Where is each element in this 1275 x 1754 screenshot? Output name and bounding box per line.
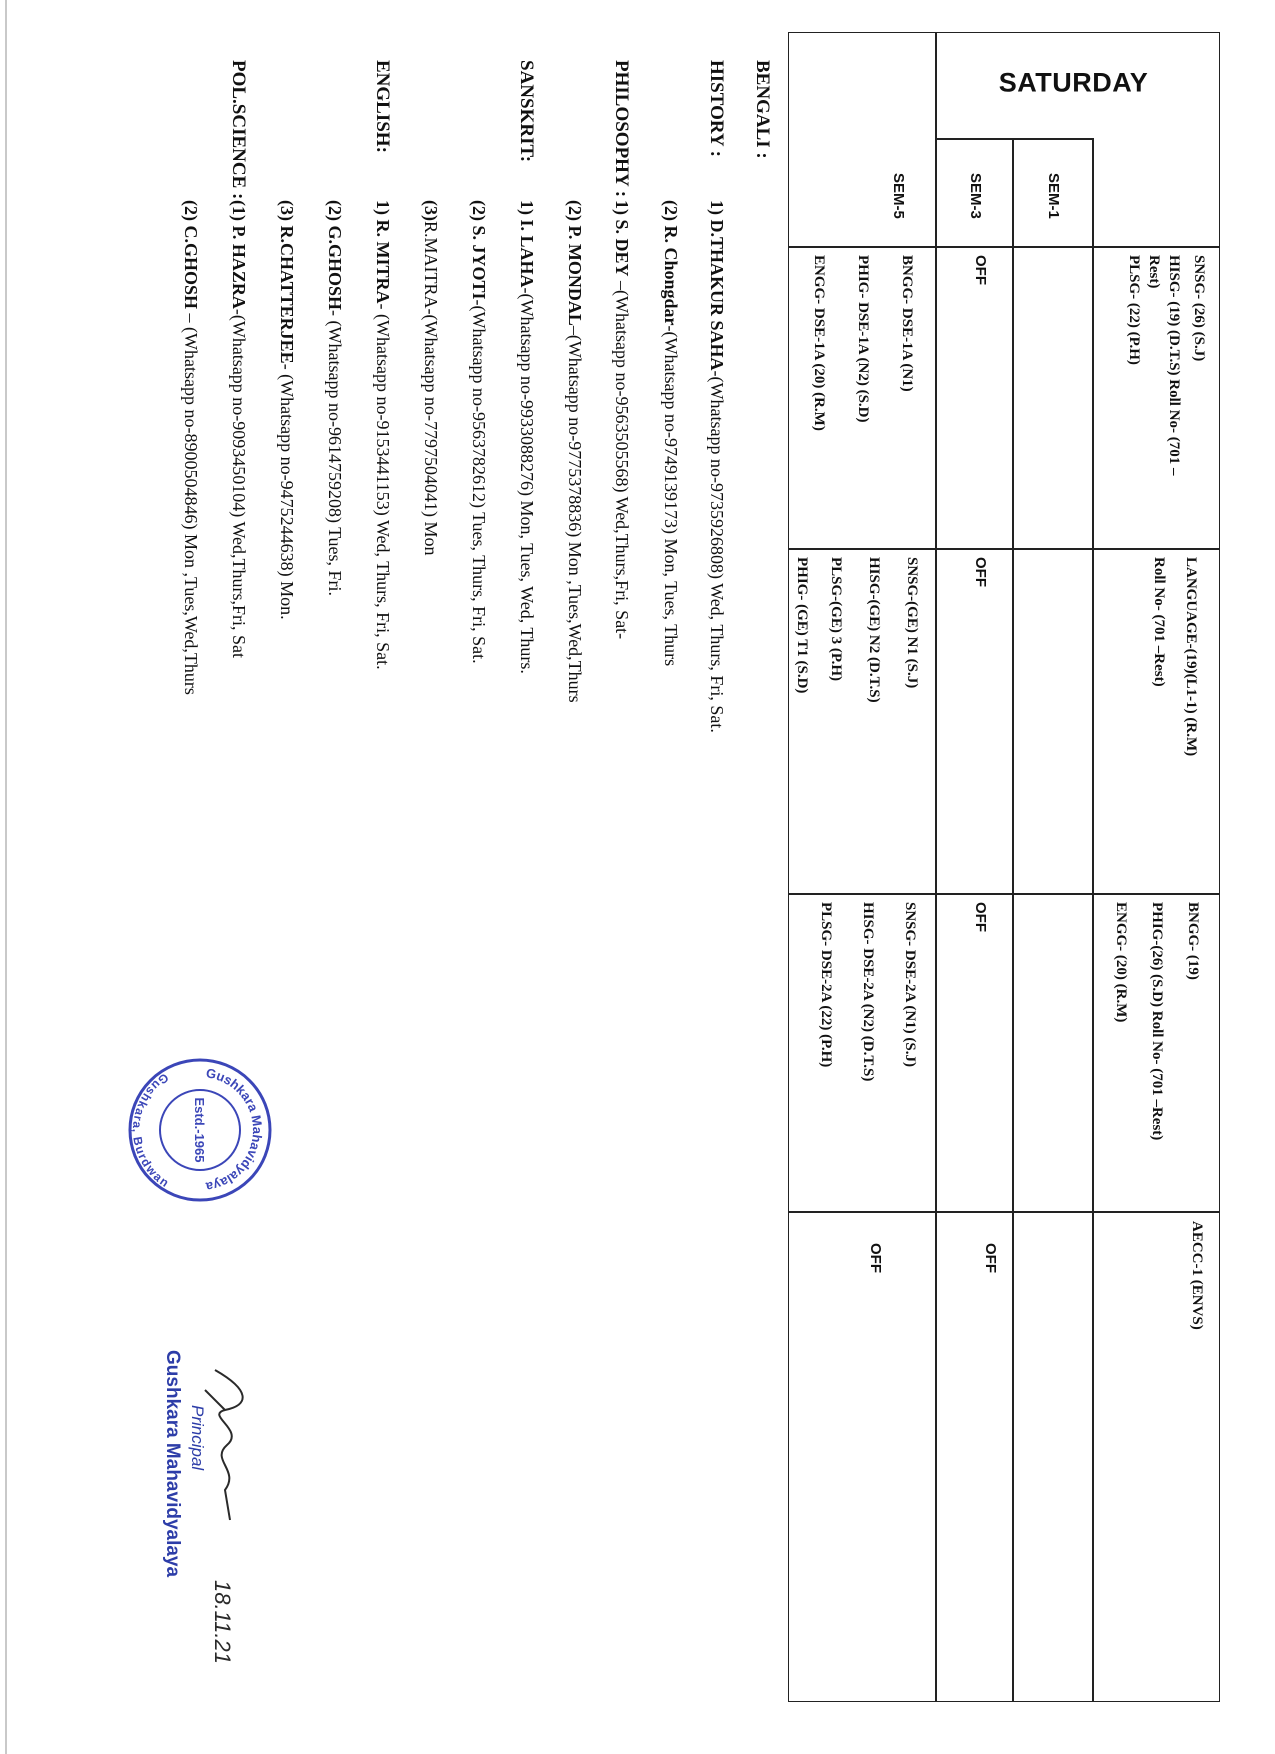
p1-sem5-line: PHIG- DSE-1A (N2) (S.D): [855, 255, 871, 423]
p1-sem5-line: BNGG- DSE-1A (N1): [899, 255, 915, 392]
faculty-detail: -(Whatsapp no-9563782612) Tues, Thurs, Fri, Sat.: [469, 299, 489, 664]
day-header-cell: [937, 33, 1219, 138]
institution-name: Gushkara Mahavidyalaya: [162, 1350, 183, 1578]
faculty-entry: [706, 200, 727, 733]
faculty-detail: R.MAITRA-(Whatsapp no-7797504041) Mon: [421, 221, 441, 556]
p1-sem3-off: OFF: [972, 255, 989, 285]
faculty-entry: [372, 200, 393, 670]
p3-sem5-line: SNSG- DSE-2A (N1) (S.J): [902, 902, 918, 1068]
faculty-name: (1) P. HAZRA: [229, 200, 249, 309]
p1-sem5-cell: [797, 255, 929, 545]
p3-sem1-line: BNGG- (19): [1185, 902, 1201, 980]
sem-1-label: SEM-1: [1045, 173, 1062, 219]
svg-text:18.11.21: 18.11.21: [210, 1580, 235, 1665]
faculty-name: 1) R. MITRA: [373, 200, 393, 304]
sem-5-label: SEM-5: [890, 173, 907, 219]
faculty-detail: -(Whatsapp no-9735926808) Wed, Thurs, Fri, Sat.: [707, 370, 727, 733]
faculty-name: 1) S. DEY: [612, 200, 632, 277]
college-stamp-seal: [125, 1055, 275, 1205]
p3-sem1-line: PHIG-(26) (S.D) Roll No- (701 –Rest): [1149, 902, 1165, 1141]
faculty-entry: [660, 200, 681, 666]
faculty-entry: [611, 200, 632, 639]
p3-sem1-line: ENGG- (20) (R.M): [1113, 902, 1129, 1023]
faculty-detail: - (Whatsapp no-9153441153) Wed, Thurs, Fri, Sat.: [373, 303, 393, 670]
p1-sem1-line: Rest): [1146, 255, 1162, 289]
faculty-entry: [468, 200, 489, 664]
faculty-name: 1) D.THAKUR SAHA: [707, 200, 727, 371]
sem-5-cell: [789, 33, 937, 246]
faculty-detail: -(Whatsapp no-9093450104) Wed,Thurs,Fri, Sat: [229, 308, 249, 659]
p2-sem1-line: Roll No- (701 –Rest): [1151, 557, 1167, 687]
svg-text:Gushkara, Burdwan: Gushkara, Burdwan: [129, 1070, 172, 1190]
p2-sem1-cell: [1147, 557, 1211, 887]
sem-3-cell: [937, 138, 1014, 246]
dept-history: HISTORY :: [706, 60, 727, 157]
p3-sem5-line: HISG- DSE-2A (N2) (D.T.S): [860, 902, 876, 1082]
p1-sem1-line: HISG- (19) (D.T.S) Roll No- (701 –: [1166, 255, 1182, 476]
p1-sem1-line: SNSG- (26) (S.J): [1191, 255, 1207, 362]
principal-title: Principal: [188, 1405, 207, 1471]
sem-1-cell: [1014, 138, 1094, 246]
faculty-detail: –(Whatsapp no-9563505568) Wed,Thurs,Fri, Sat-: [612, 276, 632, 640]
faculty-detail: -(Whatsapp no-9933088276) Mon, Tues, Wed, Thurs.: [517, 287, 537, 674]
dept-pol-science: POL.SCIENCE :: [228, 60, 249, 200]
principal-signature-block: [145, 1350, 255, 1680]
faculty-detail: – (Whatsapp no-8900504846) Mon ,Tues,Wed,Thurs: [181, 309, 201, 695]
day-label: SATURDAY: [998, 67, 1149, 98]
svg-text:Estd.-1965: Estd.-1965: [192, 1097, 207, 1163]
p2-sem3-off: OFF: [972, 557, 989, 587]
faculty-name: (2) P. MONDAL: [565, 200, 585, 326]
p4-sem3-off: OFF: [982, 1243, 999, 1273]
p1-sem1-line: PLSG- (22) (P.H): [1126, 255, 1142, 365]
p2-sem5-line: PHIG- (GE) T1 (S.D): [794, 557, 810, 694]
p2-sem5-line: HISG-(GE) N2 (D.T.S): [866, 557, 882, 703]
faculty-entry: [420, 200, 441, 555]
scan-edge-line: [5, 0, 7, 1754]
faculty-entry: [180, 200, 201, 695]
faculty-entry: [564, 200, 585, 703]
faculty-entry: [228, 200, 249, 658]
faculty-name: (2) R. Chongdar: [661, 200, 681, 326]
dept-philosophy: PHILOSOPHY :: [611, 60, 632, 198]
faculty-entry: [324, 200, 345, 596]
p3-sem5-line: PLSG- DSE-2A (22) (P.H): [818, 902, 834, 1068]
signature-scribble: [195, 1350, 255, 1680]
timetable: [788, 32, 1220, 1702]
dept-sanskrit: SANSKRIT:: [516, 60, 537, 163]
p2-sem1-line: LANGUAGE-(19)(L1-1) (R.M): [1183, 557, 1199, 757]
faculty-detail: -(Whatsapp no-9749139173) Mon, Tues, Thurs: [661, 325, 681, 667]
faculty-entry: [516, 200, 537, 674]
p4-sem1-cell: AECC-1 (ENVS): [1189, 1221, 1205, 1330]
faculty-name: (3) R.CHATTERJEE: [277, 200, 297, 364]
p2-sem5-line: SNSG-(GE) N1 (S.J): [904, 557, 920, 689]
faculty-name: (2) C.GHOSH: [181, 200, 201, 310]
faculty-detail: - (Whatsapp no-9614759208) Tues, Fri.: [325, 310, 345, 597]
svg-text:Gushkara Mahavidyalaya: Gushkara Mahavidyalaya: [204, 1065, 266, 1195]
faculty-name: (2) S. JYOTI: [469, 200, 489, 300]
sem-3-label: SEM-3: [967, 173, 984, 219]
p2-sem5-line: PLSG-(GE) 3 (P.H): [828, 557, 844, 682]
faculty-name: 1) I. LAHA: [517, 200, 537, 288]
dept-bengali: BENGALI :: [752, 60, 773, 159]
p1-sem1-cell: [1121, 255, 1211, 545]
p2-sem5-cell: [787, 557, 931, 887]
p3-sem3-off: OFF: [972, 902, 989, 932]
p1-sem5-line: ENGG- DSE-1A (20) (R.M): [811, 255, 827, 431]
faculty-detail: –(Whatsapp no-9775378836) Mon ,Tues,Wed,Thurs: [565, 325, 585, 703]
p3-sem1-cell: [1103, 902, 1211, 1207]
faculty-name: (2) G.GHOSH: [325, 200, 345, 311]
p3-sem5-cell: [805, 902, 931, 1207]
faculty-name: (3): [421, 200, 441, 221]
p4-sem5-off: OFF: [867, 1243, 884, 1273]
dept-english: ENGLISH:: [372, 60, 393, 153]
faculty-detail: - (Whatsapp no-9475244638) Mon.: [277, 363, 297, 620]
faculty-entry: [276, 200, 297, 620]
